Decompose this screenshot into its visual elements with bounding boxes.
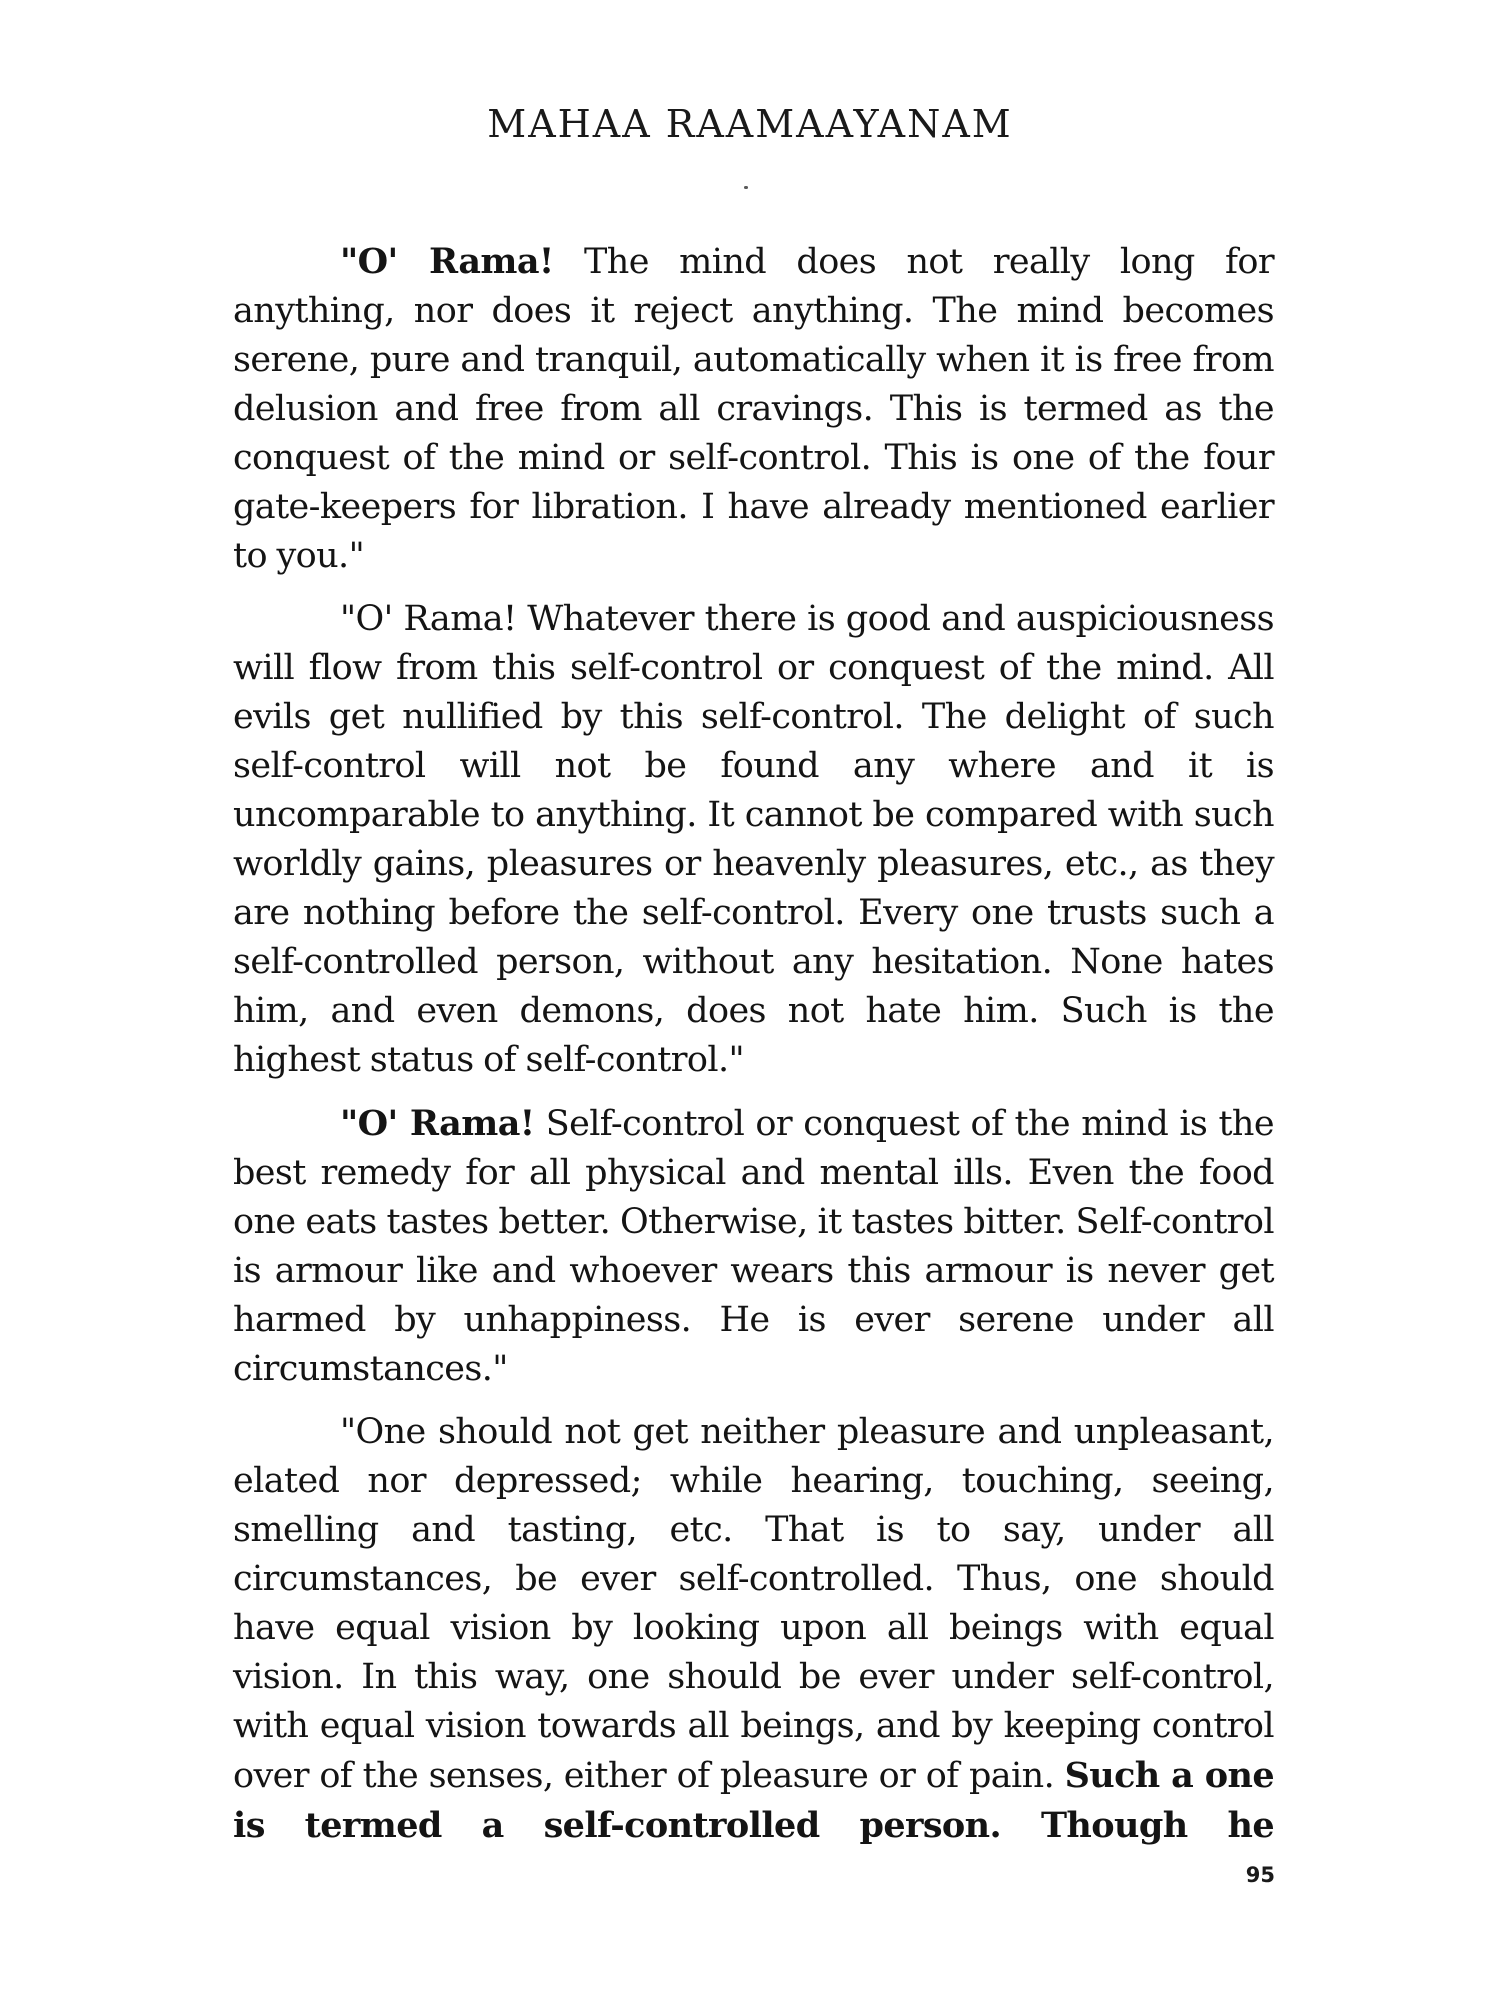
paragraph-4 [233, 1408, 1274, 1851]
print-speck [744, 186, 748, 189]
paragraph-3 [233, 1099, 1274, 1394]
paragraph-1-text: The mind does not really long for anything, nor does it reject anything. The mind becomes serene, pure and tranquil, automatically when it is free from delusion and free from all cravings. This is termed as the conquest of the mind or self-control. This is one of the four gate-keepers for libration. I have already mentioned earlier to you." [233, 242, 1274, 576]
paragraph-2-text: "O' Rama! Whatever there is good and auspiciousness will flow from this self-control or conquest of the mind. All evils get nullified by this self-control. The delight of such self-control will not be found any where and it is uncomparable to anything. It cannot be compared with such worldly gains, pleasures or heavenly pleasures, etc., as they are nothing before the self-control. Every one trusts such a self-controlled person, without any hesitation. None hates him, and even demons, does not hate him. Such is the highest status of self-control." [233, 599, 1274, 1080]
paragraph-2 [233, 595, 1274, 1085]
paragraph-3-lead: "O' Rama! [340, 1103, 535, 1144]
paragraph-1-lead: "O' Rama! [340, 241, 554, 282]
paragraph-4-bold-tail: Such a one is termed a self-controlled person. Though he [233, 1755, 1274, 1846]
paragraph-4-text: "One should not get neither pleasure and unpleasant, elated nor depressed; while hearing, touching, seeing, smelling and tasting, etc. That is to say, under all circumstances, be ever self-controlled. Thus, one should have equal vision by looking upon all beings with equal vision. In this way, one should be ever under self-control, with equal vision towards all beings, and by keeping control over of the senses, either of pleasure or of pain. [233, 1412, 1274, 1796]
body-text [233, 237, 1274, 1865]
page-number: 95 [1245, 1863, 1275, 1887]
running-title: MAHAA RAAMAAYANAM [487, 102, 1013, 146]
paragraph-3-text: Self-control or conquest of the mind is the best remedy for all physical and mental ills. Even the food one eats tastes better. Otherwise, it tastes bitter. Self-control is armour like and whoever wears this armour is never get harmed by unhappiness. He is ever serene under all circumstances." [233, 1104, 1274, 1389]
paragraph-1 [233, 237, 1274, 581]
